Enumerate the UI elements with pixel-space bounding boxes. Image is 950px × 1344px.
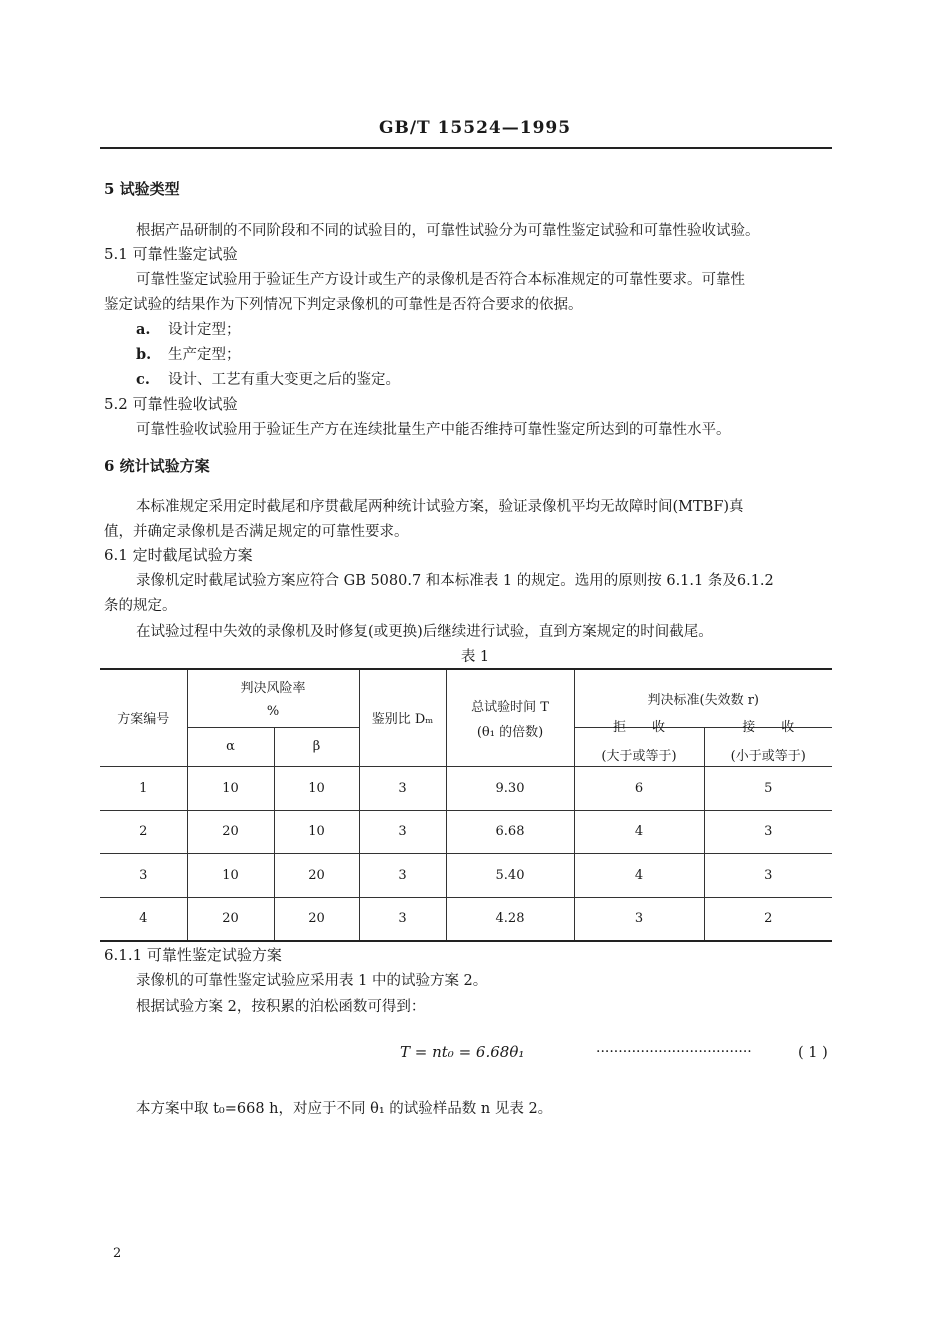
page-number: 2 [113, 1246, 122, 1261]
cell-reject: 6 [574, 766, 704, 810]
formula-1: T = nt₀ = 6.68θ₁ [400, 1043, 525, 1061]
cell-scheme-no: 2 [100, 810, 187, 853]
header-beta: β [274, 727, 359, 766]
section-5-1-para-line1: 可靠性鉴定试验用于验证生产方设计或生产的录像机是否符合本标准规定的可靠性要求。可靠性 [136, 272, 745, 288]
cell-accept: 2 [704, 897, 832, 941]
cell-beta: 10 [274, 766, 359, 810]
header-scheme-no: 方案编号 [100, 669, 187, 766]
header-rule [100, 147, 832, 149]
formula-leader-dots: ··································· [596, 1044, 752, 1060]
cell-dm: 3 [359, 853, 446, 897]
section-6-1-1-para3: 本方案中取 t₀=668 h，对应于不同 θ₁ 的试验样品数 n 见表 2。 [136, 1101, 553, 1117]
header-total-time [446, 669, 574, 766]
header-accept [704, 719, 832, 766]
section-6-intro-line1: 本标准规定采用定时截尾和序贯截尾两种统计试验方案，验证录像机平均无故障时间(MTBF)真 [136, 499, 744, 515]
cell-total-time: 6.68 [446, 810, 574, 853]
header-accept-label: 接 收 [742, 719, 795, 735]
table-1 [100, 668, 832, 942]
section-6-1-1-para1: 录像机的可靠性鉴定试验应采用表 1 中的试验方案 2。 [136, 973, 488, 989]
cell-scheme-no: 4 [100, 897, 187, 941]
header-reject-label: 拒 收 [612, 719, 665, 735]
cell-reject: 3 [574, 897, 704, 941]
header-risk [187, 669, 359, 727]
header-risk-unit: % [266, 704, 280, 720]
section-5-intro: 根据产品研制的不同阶段和不同的试验目的，可靠性试验分为可靠性鉴定试验和可靠性验收试验。 [136, 223, 760, 239]
cell-beta: 20 [274, 897, 359, 941]
cell-dm: 3 [359, 810, 446, 853]
section-6-1-para-line2: 条的规定。 [104, 598, 177, 614]
section-5-1-para-line2: 鉴定试验的结果作为下列情况下判定录像机的可靠性是否符合要求的依据。 [104, 297, 583, 313]
cell-total-time: 5.40 [446, 853, 574, 897]
list-marker: b. [136, 346, 152, 363]
list-text: 生产定型； [168, 347, 241, 363]
cell-alpha: 20 [187, 897, 274, 941]
section-6-title: 6 统计试验方案 [104, 457, 210, 475]
header-total-time-label: 总试验时间 T [471, 699, 549, 715]
cell-accept: 5 [704, 766, 832, 810]
cell-reject: 4 [574, 853, 704, 897]
header-disc-ratio: 鉴别比 Dₘ [359, 669, 446, 766]
list-item [136, 318, 241, 339]
header-alpha: α [187, 727, 274, 766]
section-5-2-para: 可靠性验收试验用于验证生产方在连续批量生产中能否维持可靠性鉴定所达到的可靠性水平。 [136, 422, 731, 438]
list-text: 设计定型； [168, 322, 241, 338]
cell-accept: 3 [704, 810, 832, 853]
header-accept-sub: (小于或等于) [730, 748, 806, 764]
section-5-title: 5 试验类型 [104, 180, 180, 198]
section-6-1-para-line1: 录像机定时截尾试验方案应符合 GB 5080.7 和本标准表 1 的规定。选用的原则按 6.1.1 条及6.1.2 [136, 573, 774, 589]
section-6-1-para-line3: 在试验过程中失效的录像机及时修复(或更换)后继续进行试验，直到方案规定的时间截尾。 [136, 624, 713, 640]
cell-alpha: 10 [187, 766, 274, 810]
list-item [136, 343, 241, 364]
cell-reject: 4 [574, 810, 704, 853]
cell-accept: 3 [704, 853, 832, 897]
cell-total-time: 9.30 [446, 766, 574, 810]
cell-scheme-no: 1 [100, 766, 187, 810]
list-marker: c. [136, 371, 150, 388]
header-criteria: 判决标准(失效数 r) [574, 669, 832, 727]
header-total-time-sub: (θ₁ 的倍数) [476, 724, 544, 740]
section-5-2-title: 5.2 可靠性验收试验 [104, 395, 238, 413]
list-item [136, 368, 400, 389]
cell-dm: 3 [359, 897, 446, 941]
cell-total-time: 4.28 [446, 897, 574, 941]
list-marker: a. [136, 321, 151, 338]
list-text: 设计、工艺有重大变更之后的鉴定。 [168, 372, 400, 388]
section-6-1-1-title: 6.1.1 可靠性鉴定试验方案 [104, 946, 282, 964]
header-reject [574, 719, 704, 766]
header-risk-label: 判决风险率 [240, 681, 306, 697]
section-6-1-title: 6.1 定时截尾试验方案 [104, 546, 253, 564]
cell-scheme-no: 3 [100, 853, 187, 897]
cell-dm: 3 [359, 766, 446, 810]
section-6-intro-line2: 值，并确定录像机是否满足规定的可靠性要求。 [104, 524, 409, 540]
cell-alpha: 10 [187, 853, 274, 897]
section-6-1-1-para2: 根据试验方案 2，按积累的泊松函数可得到： [136, 999, 426, 1015]
table-caption: 表 1 [460, 649, 490, 665]
cell-beta: 10 [274, 810, 359, 853]
cell-alpha: 20 [187, 810, 274, 853]
header-reject-sub: (大于或等于) [601, 748, 677, 764]
page-header-code: GB/T 15524—1995 [378, 118, 572, 138]
section-5-1-title: 5.1 可靠性鉴定试验 [104, 245, 238, 263]
cell-beta: 20 [274, 853, 359, 897]
formula-number: ( 1 ) [798, 1045, 828, 1061]
